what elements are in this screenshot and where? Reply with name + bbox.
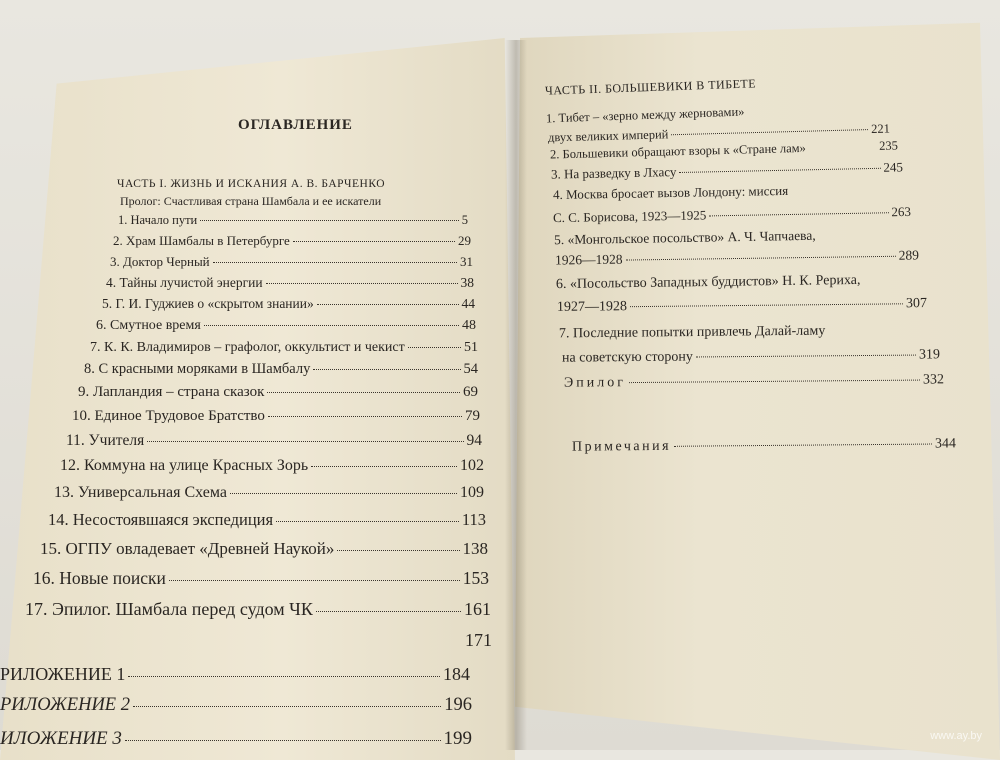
toc-line: на советскую сторону 319: [561, 347, 941, 366]
toc-entry: 8. С красными моряками в Шамбалу 54: [84, 361, 478, 377]
toc-line: 1926—1928 289: [554, 247, 920, 268]
toc-line: 1927—1928 307: [556, 296, 928, 315]
toc-entry: 1. Начало пути 5: [118, 213, 468, 227]
book-gutter: [505, 40, 527, 750]
toc-line: С. С. Борисова, 1923—1925 263: [552, 203, 912, 226]
part1-heading: ЧАСТЬ I. ЖИЗНЬ И ИСКАНИЯ А. В. БАРЧЕНКО: [117, 178, 386, 190]
appendix-entry: РИЛОЖЕНИЕ 1 184: [0, 664, 470, 684]
appendix-entry: ИЛОЖЕНИЕ 3 199: [0, 728, 472, 749]
toc-entry: 171: [465, 630, 492, 650]
toc-entry: 10. Единое Трудовое Братство 79: [72, 408, 480, 424]
toc-line: Примечания 344: [571, 436, 957, 455]
prologue-line: Пролог: Счастливая страна Шамбала и ее искатели: [120, 194, 382, 208]
toc-line: 2. Большевики обращают взоры к «Стране лам» 235: [549, 138, 899, 162]
toc-line: 5. «Монгольское посольство» А. Ч. Чапчаева,: [553, 227, 816, 248]
toc-entry: 16. Новые поиски 153: [33, 568, 489, 588]
toc-entry: 5. Г. И. Гуджиев о «скрытом знании» 44: [102, 296, 475, 311]
toc-entry: 2. Храм Шамбалы в Петербурге 29: [113, 233, 471, 248]
toc-entry: 3. Доктор Черный 31: [110, 254, 473, 269]
toc-entry: 7. К. К. Владимиров – графолог, оккультист и чекист 51: [90, 340, 478, 355]
toc-title: ОГЛАВЛЕНИЕ: [238, 117, 353, 133]
toc-entry: 11. Учителя 94: [66, 432, 482, 449]
toc-entry: 4. Тайны лучистой энергии 38: [106, 275, 474, 290]
watermark: www.ay.by: [930, 730, 982, 742]
toc-entry: 6. Смутное время 48: [96, 318, 476, 333]
toc-entry: 9. Лапландия – страна сказок 69: [78, 384, 478, 400]
toc-entry: 12. Коммуна на улице Красных Зорь 102: [60, 457, 484, 474]
toc-entry: 15. ОГПУ овладевает «Древней Наукой» 138: [40, 539, 488, 558]
toc-line: Эпилог 332: [563, 372, 945, 391]
toc-entry: 13. Универсальная Схема 109: [54, 484, 484, 501]
toc-entry: 14. Несостоявшаяся экспедиция 113: [48, 510, 486, 529]
toc-line: 3. На разведку в Лхасу 245: [550, 159, 904, 182]
part2-heading: ЧАСТЬ II. БОЛЬШЕВИКИ В ТИБЕТЕ: [544, 76, 757, 98]
toc-line: 7. Последние попытки привлечь Далай-ламу: [558, 323, 826, 342]
toc-line: двух великих империй 221: [547, 121, 891, 145]
toc-line: 4. Москва бросает вызов Лондону: миссия: [552, 182, 789, 203]
toc-line: 1. Тибет – «зерно между жерновами»: [545, 104, 745, 126]
toc-line: 6. «Посольство Западных буддистов» Н. К. Рериха,: [555, 272, 861, 293]
appendix-entry: РИЛОЖЕНИЕ 2 196: [0, 695, 472, 715]
toc-entry: 17. Эпилог. Шамбала перед судом ЧК 161: [25, 599, 491, 619]
